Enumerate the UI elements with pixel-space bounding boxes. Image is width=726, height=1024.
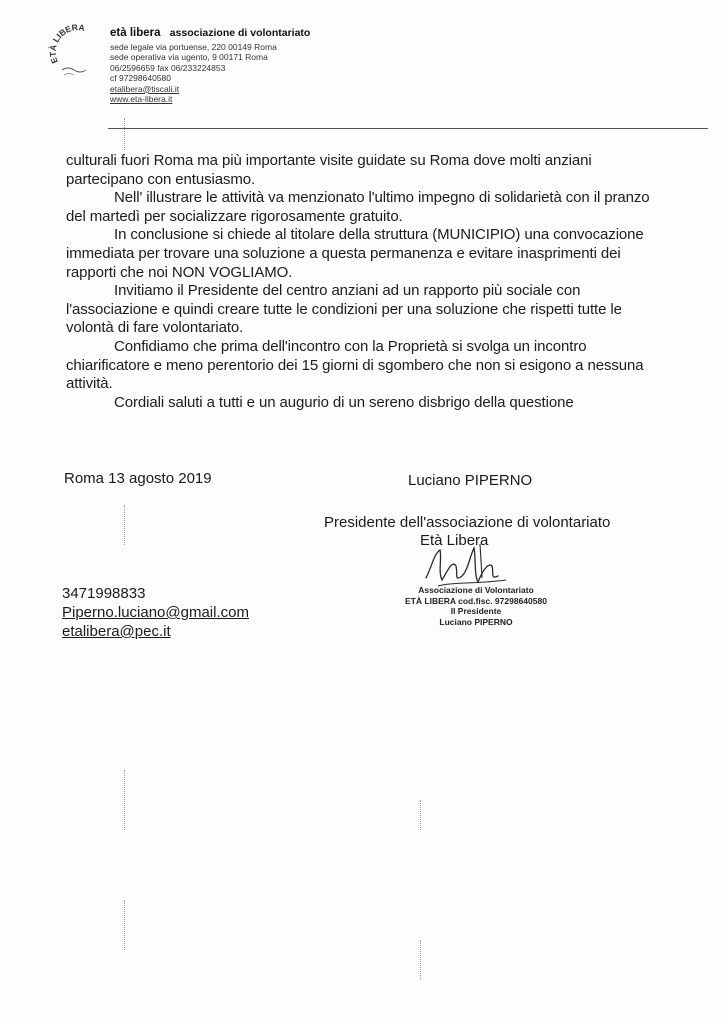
body-paragraph: culturali fuori Roma ma più importante visite guidate su Roma dove molti anziani partecipano con entusiasmo.: [66, 152, 592, 188]
letterhead-legal-address: sede legale via portuense, 220 00149 Roma: [110, 42, 277, 52]
body-paragraph: Confidiamo che prima dell'incontro con la Proprietà si svolga un incontro chiarificatore e meno perentorio dei 15 giorni di sgombero che non si esigono a nessuna attività.: [66, 337, 644, 393]
stamp-line: Luciano PIPERNO: [439, 616, 513, 627]
scan-artefact-line: [124, 505, 125, 545]
signer-role-title: Presidente dell'associazione di volontariato: [324, 514, 611, 531]
letterhead-title: [110, 26, 530, 40]
logo-text: ETÀ LIBERA: [48, 22, 86, 65]
letterhead-brand: età libera: [110, 27, 161, 39]
letterhead-website[interactable]: www.eta-libera.it: [110, 94, 173, 105]
stamp-line: Associazione di Volontariato: [418, 585, 534, 595]
letterhead-phone-fax: 06/2596659 fax 06/233224853: [110, 62, 226, 73]
letter-date: Roma 13 agosto 2019: [64, 470, 212, 487]
body-paragraph: Nell' illustrare le attività va menzionato l'ultimo impegno di solidarietà con il pranzo del martedì per socializzare rigorosamente gratuito.: [66, 189, 650, 225]
contact-email-link[interactable]: Piperno.luciano@gmail.com: [62, 604, 249, 621]
association-logo: [48, 22, 108, 82]
scan-artefact-line: [420, 940, 421, 980]
association-stamp: [386, 585, 566, 627]
signer-name: Luciano PIPERNO: [408, 472, 533, 489]
contact-phone: 3471998833: [62, 585, 146, 602]
letter-body: [66, 152, 656, 412]
scan-artefact-line: [124, 118, 125, 150]
letterhead-operational-address: sede operativa via ugento, 9 00171 Roma: [110, 52, 268, 63]
contact-pec-link[interactable]: etalibera@pec.it: [62, 623, 171, 640]
stamp-line: Il Presidente: [450, 606, 502, 616]
scan-artefact-line: [420, 800, 421, 830]
svg-text:ETÀ LIBERA: [48, 22, 86, 65]
scan-artefact-line: [124, 770, 125, 830]
letterhead-email[interactable]: etalibera@tiscali.it: [110, 83, 180, 94]
signer-role-organization: Età Libera: [420, 532, 489, 549]
letterhead: [110, 26, 530, 104]
letterhead-subtitle: associazione di volontariato: [169, 27, 311, 39]
header-divider: [108, 128, 708, 129]
body-paragraph: Invitiamo il Presidente del centro anziani ad un rapporto più sociale con l'associazione e quindi creare tutte le condizioni per una soluzione che rispetti tutte le volontà di fare volontariato.: [66, 282, 622, 337]
letterhead-fiscal-code: cf 97298640580: [110, 73, 171, 84]
stamp-line: ETÀ LIBERA cod.fisc. 97298640580: [405, 595, 547, 606]
body-paragraph: In conclusione si chiede al titolare della struttura (MUNICIPIO) una convocazione immediata per trovare una soluzione a questa permanenza e evitare inasprimenti dei rapporti che noi NON VOGLIAMO.: [66, 226, 644, 281]
scan-artefact-line: [124, 900, 125, 950]
contact-block: [62, 584, 249, 641]
body-paragraph: Cordiali saluti a tutti e un augurio di un sereno disbrigo della questione: [114, 393, 574, 411]
